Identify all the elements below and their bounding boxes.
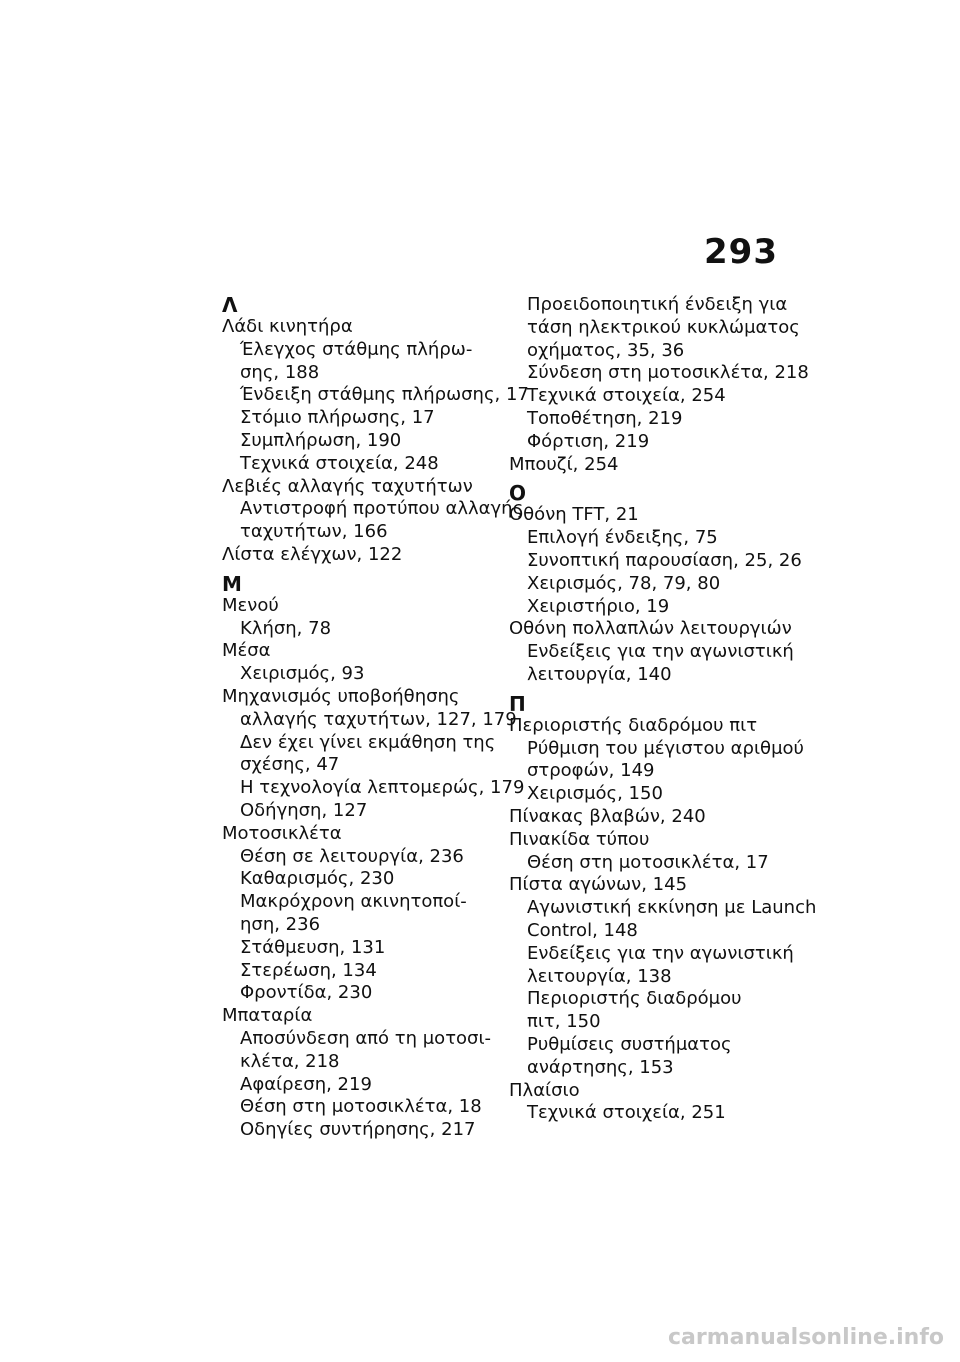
index-column-left [222, 293, 529, 1142]
index-subentry: Σύνδεση στη μοτοσικλέτα, 218 [527, 362, 809, 384]
index-subentry: Χειρισμός, 150 [527, 783, 663, 805]
index-entry: Μενού [222, 594, 279, 616]
index-entry: Πίνακας βλαβών, 240 [509, 805, 706, 827]
index-entry: Μηχανισμός υποβοήθησης [222, 685, 460, 707]
index-subentry: Κλήση, 78 [240, 617, 332, 639]
index-subentry: τάση ηλεκτρικού κυκλώματος [527, 316, 800, 338]
index-subentry: Θέση σε λειτουργία, 236 [240, 845, 464, 867]
index-section-letter: Λ [222, 293, 238, 317]
index-subentry: Χειρισμός, 78, 79, 80 [527, 572, 721, 594]
index-subentry: Θέση στη μοτοσικλέτα, 17 [527, 851, 769, 873]
index-subentry: Οδήγηση, 127 [240, 799, 368, 821]
index-subentry: Ρυθμίσεις συστήματος [527, 1033, 732, 1055]
index-entry: Μπαταρία [222, 1005, 313, 1027]
index-section-letter: Ο [509, 481, 527, 506]
index-subentry: Συμπλήρωση, 190 [240, 429, 402, 451]
index-subentry: Συνοπτική παρουσίαση, 25, 26 [527, 549, 802, 571]
index-subentry: σης, 188 [240, 361, 320, 383]
index-subentry: λειτουργία, 140 [527, 663, 672, 685]
index-subentry: Μακρόχρονη ακινητοποί- [240, 891, 467, 913]
index-entry: Μέσα [222, 640, 271, 662]
index-subentry: Αφαίρεση, 219 [240, 1073, 372, 1095]
watermark: carmanualsonline.info [668, 1325, 944, 1350]
index-subentry: Προειδοποιητική ένδειξη για [527, 294, 788, 315]
index-subentry: οχήματος, 35, 36 [527, 339, 685, 361]
index-section-letter: Π [509, 691, 526, 716]
index-subentry: Τεχνικά στοιχεία, 251 [527, 1102, 726, 1124]
page-number: 293 [704, 232, 778, 272]
index-subentry: Ένδειξη στάθμης πλήρωσης, 17 [240, 384, 529, 406]
index-entry: Λεβιές αλλαγής ταχυτήτων [222, 475, 473, 497]
index-section-letter: Μ [222, 571, 242, 596]
index-entry: Λίστα ελέγχων, 122 [222, 543, 403, 565]
index-subentry: Ενδείξεις για την αγωνιστική [527, 942, 794, 964]
index-subentry: Καθαρισμός, 230 [240, 868, 395, 890]
index-subentry: Τεχνικά στοιχεία, 254 [527, 385, 726, 407]
index-entry: Μοτοσικλέτα [222, 822, 342, 844]
index-subentry: Έλεγχος στάθμης πλήρω- [240, 338, 473, 360]
index-subentry: Τεχνικά στοιχεία, 248 [240, 452, 439, 474]
index-subentry: Αγωνιστική εκκίνηση με Launch [527, 897, 817, 919]
index-subentry: σχέσης, 47 [240, 754, 340, 776]
index-subentry: ανάρτησης, 153 [527, 1056, 674, 1078]
index-subentry: στροφών, 149 [527, 760, 655, 782]
index-subentry: Φροντίδα, 230 [240, 982, 373, 1004]
index-entry: Πίστα αγώνων, 145 [509, 874, 688, 896]
index-subentry: Οδηγίες συντήρησης, 217 [240, 1119, 476, 1141]
index-entry: Λάδι κινητήρα [222, 316, 353, 337]
index-subentry: ταχυτήτων, 166 [240, 521, 388, 543]
index-entry: Μπουζί, 254 [509, 453, 619, 475]
index-subentry: Περιοριστής διαδρόμου [527, 988, 742, 1010]
index-subentry: Ενδείξεις για την αγωνιστική [527, 641, 794, 663]
index-entry: Πλαίσιο [509, 1079, 580, 1101]
index-entry: Πινακίδα τύπου [509, 828, 650, 850]
index-subentry: Ρύθμιση του μέγιστου αριθμού [527, 737, 804, 759]
index-subentry: κλέτα, 218 [240, 1050, 340, 1072]
index-subentry: Τοποθέτηση, 219 [527, 407, 683, 429]
index-subentry: λειτουργία, 138 [527, 965, 672, 987]
index-entry: Οθόνη πολλαπλών λειτουργιών [509, 618, 792, 640]
index-subentry: Control, 148 [527, 919, 638, 941]
index-subentry: ηση, 236 [240, 913, 321, 935]
index-subentry: Χειρισμός, 93 [240, 663, 365, 685]
index-subentry: αλλαγής ταχυτήτων, 127, 179 [240, 708, 517, 730]
index-subentry: πιτ, 150 [527, 1011, 601, 1033]
index-subentry: Επιλογή ένδειξης, 75 [527, 527, 718, 549]
index-subentry: Στάθμευση, 131 [240, 936, 386, 958]
index-column-right [509, 294, 817, 1125]
index-subentry: Η τεχνολογία λεπτομερώς, 179 [240, 777, 525, 799]
index-subentry: Στόμιο πλήρωσης, 17 [240, 407, 435, 429]
index-entry: Περιοριστής διαδρόμου πιτ [509, 714, 758, 736]
index-subentry: Αντιστροφή προτύπου αλλαγής [240, 498, 524, 520]
index-subentry: Αποσύνδεση από τη μοτοσι- [240, 1027, 492, 1049]
index-entry: Οθόνη TFT, 21 [509, 504, 639, 526]
index-subentry: Χειριστήριο, 19 [527, 595, 670, 617]
index-subentry: Στερέωση, 134 [240, 959, 377, 981]
index-subentry: Θέση στη μοτοσικλέτα, 18 [240, 1096, 482, 1118]
index-subentry: Δεν έχει γίνει εκμάθηση της [240, 731, 496, 753]
index-subentry: Φόρτιση, 219 [527, 430, 650, 452]
